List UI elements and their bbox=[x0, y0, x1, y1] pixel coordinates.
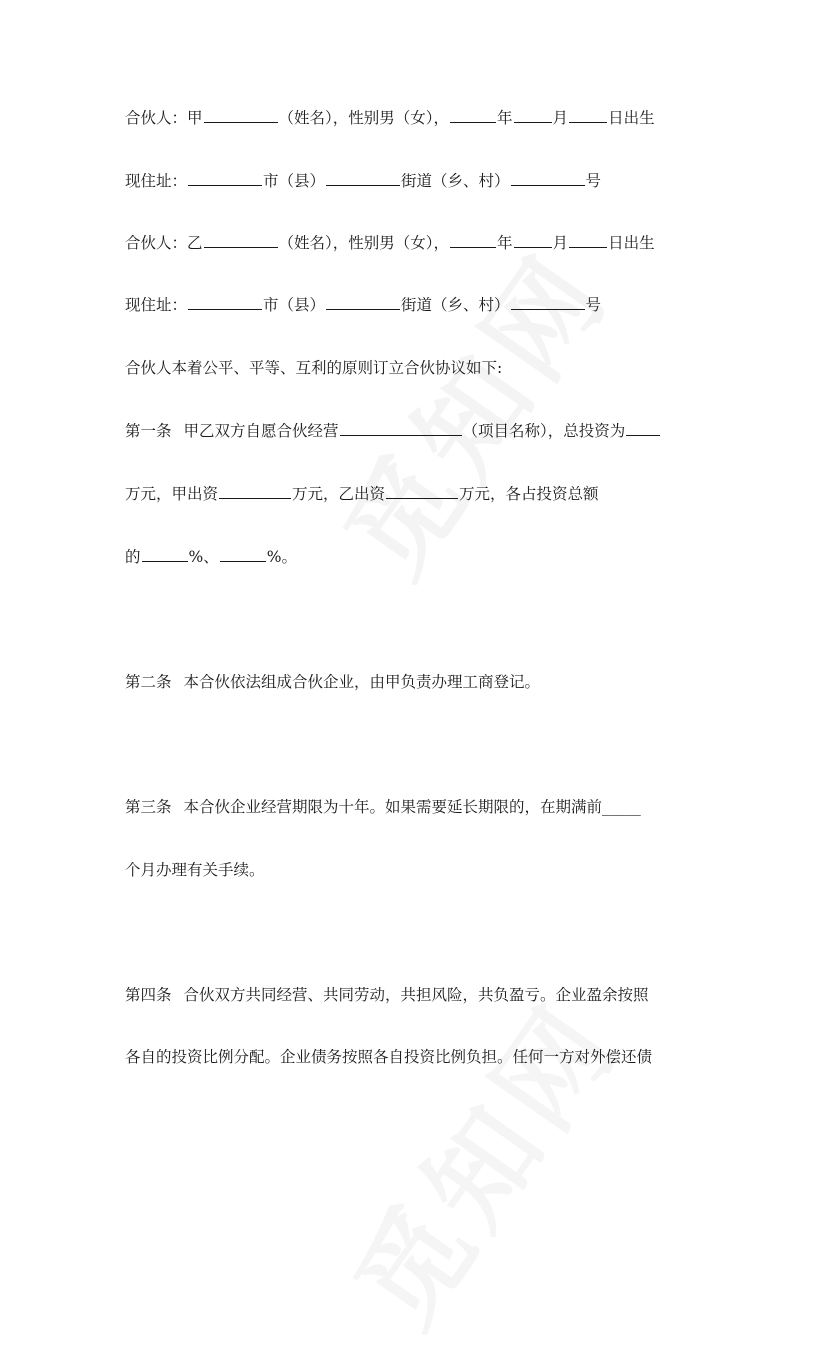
party-a-label: 合伙人：甲 bbox=[125, 109, 203, 127]
article-1-text: %、 bbox=[188, 548, 219, 566]
article-4 bbox=[125, 985, 649, 1005]
street-label: 街道（乡、村） bbox=[401, 172, 510, 190]
watermark bbox=[302, 216, 638, 602]
number-label: 号 bbox=[585, 172, 602, 190]
article-2-text: 本合伙依法组成合伙企业，由甲负责办理工商登记。 bbox=[183, 673, 541, 691]
article-4-line-2: 各自的投资比例分配。企业债务按照各自投资比例负担。任何一方对外偿还债 bbox=[125, 1048, 653, 1066]
address-label: 现住址： bbox=[125, 172, 188, 190]
month-label: 月 bbox=[552, 109, 569, 127]
a-investment-blank[interactable] bbox=[219, 484, 291, 499]
project-name-blank[interactable] bbox=[340, 421, 462, 436]
article-1-line-2 bbox=[125, 484, 599, 504]
year-label: 年 bbox=[497, 234, 513, 252]
year-blank[interactable] bbox=[450, 233, 496, 248]
city-label: 市（县） bbox=[263, 296, 326, 314]
street-blank[interactable] bbox=[326, 295, 400, 310]
article-1-text-2: （项目名称），总投资为 bbox=[462, 422, 626, 440]
intro-text: 合伙人本着公平、平等、互利的原则订立合伙协议如下: bbox=[125, 359, 503, 377]
article-1-text: 万元，各占投资总额 bbox=[459, 485, 599, 503]
watermark bbox=[312, 966, 648, 1352]
birth-label: 日出生 bbox=[608, 234, 655, 252]
article-1-heading: 第一条 bbox=[125, 422, 172, 440]
article-2-heading: 第二条 bbox=[125, 673, 172, 691]
b-investment-blank[interactable] bbox=[386, 484, 458, 499]
city-blank[interactable] bbox=[188, 295, 262, 310]
article-4-text: 合伙双方共同经营、共同劳动，共担风险，共负盈亏。企业盈余按照 bbox=[183, 986, 649, 1004]
address-a-line bbox=[125, 171, 601, 191]
article-1-text: 的 bbox=[125, 548, 141, 566]
name-blank[interactable] bbox=[204, 108, 278, 123]
article-1-line-3 bbox=[125, 547, 297, 567]
street-label: 街道（乡、村） bbox=[401, 296, 510, 314]
article-3-line-2: 个月办理有关手续。 bbox=[125, 861, 265, 879]
birth-label: 日出生 bbox=[608, 109, 655, 127]
address-label: 现住址： bbox=[125, 296, 188, 314]
party-b-label: 合伙人：乙 bbox=[125, 234, 203, 252]
number-blank[interactable] bbox=[511, 295, 585, 310]
article-1-line-1 bbox=[125, 421, 661, 441]
year-blank[interactable] bbox=[450, 108, 496, 123]
street-blank[interactable] bbox=[326, 171, 400, 186]
total-investment-blank[interactable] bbox=[626, 421, 660, 436]
article-4-heading: 第四条 bbox=[125, 986, 172, 1004]
article-1-text: 万元，乙出资 bbox=[292, 485, 386, 503]
b-share-blank[interactable] bbox=[220, 547, 266, 562]
name-blank[interactable] bbox=[204, 233, 278, 248]
number-label: 号 bbox=[585, 296, 602, 314]
name-hint: （姓名），性别男（女）， bbox=[278, 109, 450, 127]
article-1-text: 甲乙双方自愿合伙经营 bbox=[183, 422, 339, 440]
article-1-text: %。 bbox=[266, 548, 297, 566]
month-label: 月 bbox=[552, 234, 569, 252]
day-blank[interactable] bbox=[569, 108, 607, 123]
a-share-blank[interactable] bbox=[142, 547, 188, 562]
article-3 bbox=[125, 797, 641, 817]
year-label: 年 bbox=[497, 109, 513, 127]
month-blank[interactable] bbox=[514, 108, 552, 123]
address-b-line bbox=[125, 295, 601, 315]
party-b-line bbox=[125, 233, 655, 253]
article-1-text: 万元，甲出资 bbox=[125, 485, 219, 503]
article-3-text: 本合伙企业经营期限为十年。如果需要延长期限的，在期满前_____ bbox=[183, 798, 641, 816]
day-blank[interactable] bbox=[569, 233, 607, 248]
city-blank[interactable] bbox=[188, 171, 262, 186]
article-3-heading: 第三条 bbox=[125, 798, 172, 816]
party-a-line bbox=[125, 108, 655, 128]
month-blank[interactable] bbox=[514, 233, 552, 248]
name-hint: （姓名），性别男（女）， bbox=[278, 234, 450, 252]
article-2 bbox=[125, 672, 540, 692]
city-label: 市（县） bbox=[263, 172, 326, 190]
number-blank[interactable] bbox=[511, 171, 585, 186]
